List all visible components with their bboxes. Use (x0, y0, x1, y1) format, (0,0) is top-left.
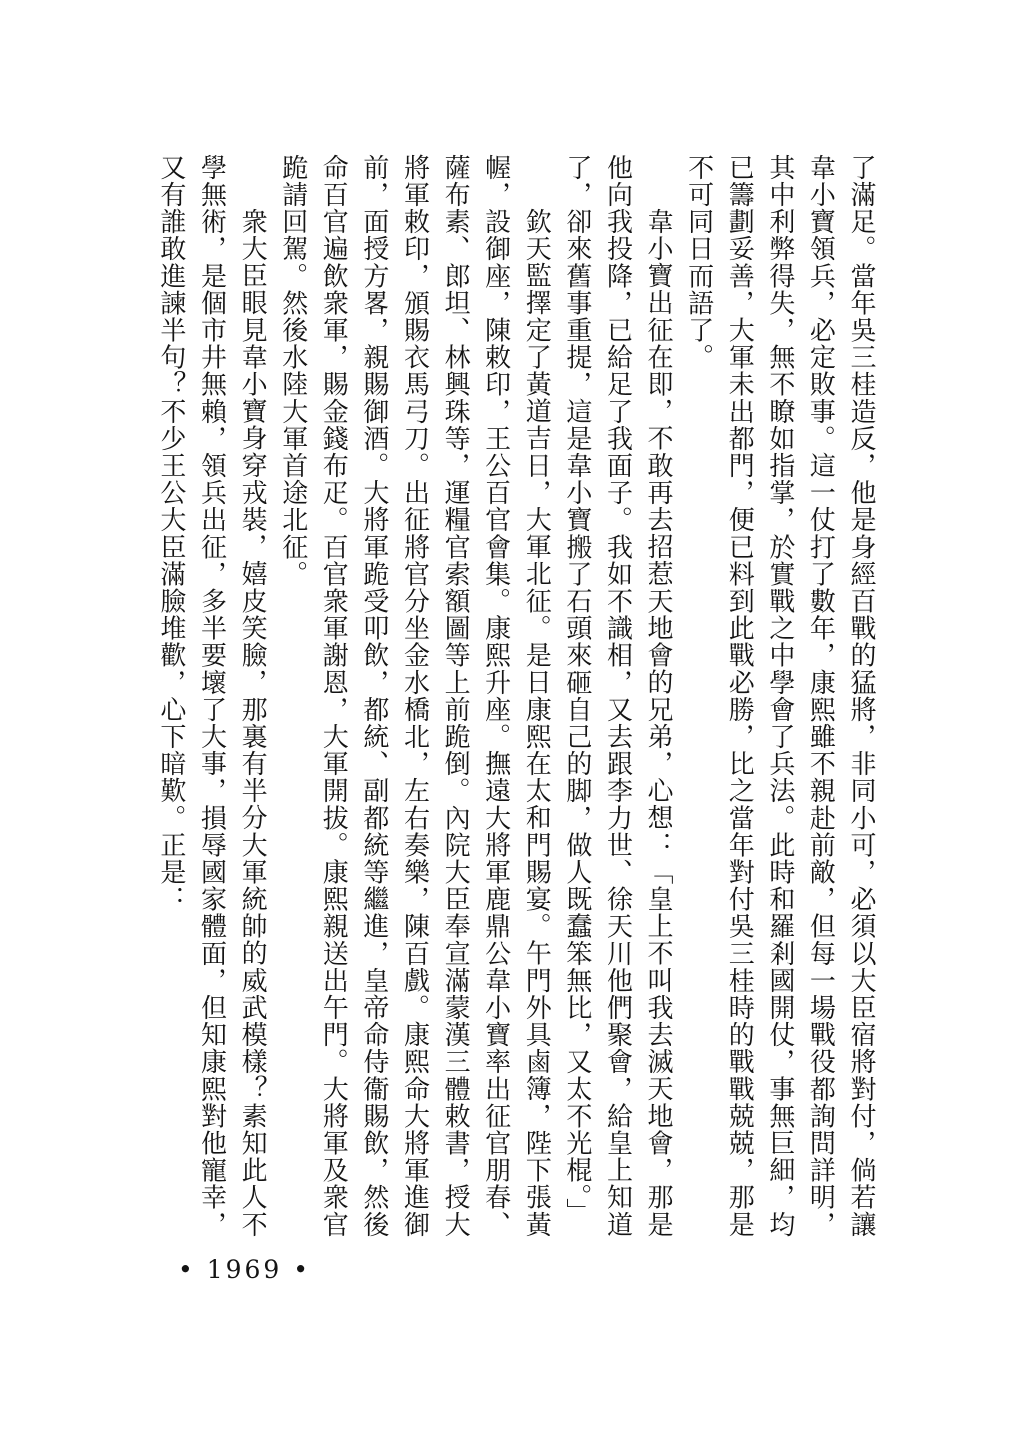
paragraph-1: 了滿足。當年吳三桂造反，他是身經百戰的猛將，非同小可，必須以大臣宿將對付，倘若讓韋小寶領兵，必定敗事。這一仗打了數年，康熙雖不親赴前敵，但每一場戰役都詢問詳明，其中利弊得失，無不瞭如指掌，於實戰之中學會了兵法。此時和羅剎國開仗，事無巨細，均已籌劃妥善，大軍未出都門，便已料到此戰必勝，比之當年對付吳三桂時的戰戰兢兢，那是不可同日而語了。 (683, 154, 876, 1238)
page-number: • 1969 • (178, 1255, 312, 1284)
paragraph-4: 衆大臣眼見韋小寶身穿戎裝，嬉皮笑臉，那裏有半分大軍統帥的威武模樣？素知此人不學無術，是個市井無賴，領兵出征，多半要壞了大事，損辱國家體面，但知康熙對他寵幸，又有誰敢進諫半句？不少王公大臣滿臉堆歡，心下暗歎。正是： (155, 154, 268, 1238)
paragraph-2: 韋小寶出征在即，不敢再去招惹天地會的兄弟，心想：「皇上不叫我去滅天地會，那是他向我投降，已給足了我面子。我如不識相，又去跟李力世、徐天川他們聚會，給皇上知道了，卻來舊事重提，這是韋小寶搬了石頭來砸自己的脚，做人既蠢笨無比，又太不光棍。」 (561, 154, 674, 1238)
paragraph-3: 欽天監擇定了黃道吉日，大軍北征。是日康熙在太和門賜宴。午門外具鹵簿，陛下張黃幄，設御座，陳敕印，王公百官會集。康熙升座。撫遠大將軍鹿鼎公韋小寶率出征官朋春、薩布素、郎坦、林興珠等，運糧官索額圖等上前跪倒。內院大臣奉宣滿蒙漢三體敕書，授大將軍敕印，頒賜衣馬弓刀。出征將官分坐金水橋北，左右奏樂，陳百戲。康熙命大將軍進御前，面授方畧，親賜御酒。大將軍跪受叩飲，都統、副都統等繼進，皇帝命侍衞賜飲，然後命百官遍飲衆軍，賜金錢布疋。百官衆軍謝恩，大軍開拔。康熙親送出午門。大將軍及衆官跪請回駕。然後水陸大軍首途北征。 (277, 154, 552, 1238)
vertical-text-block (150, 154, 881, 1238)
